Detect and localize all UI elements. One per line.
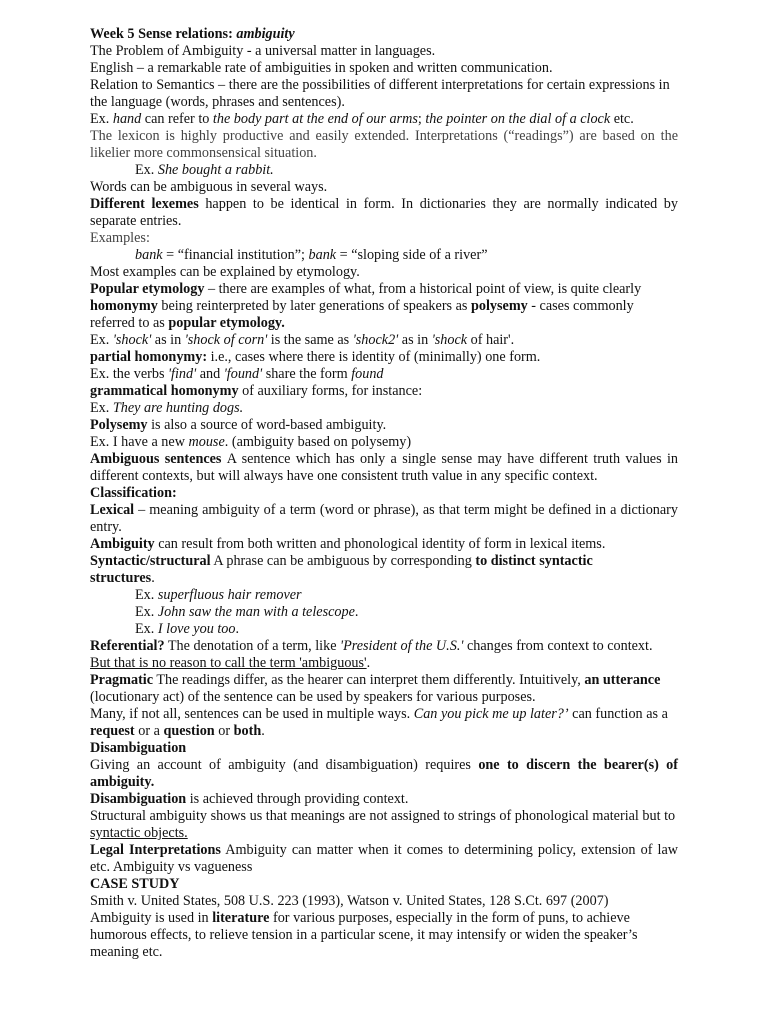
example-love: Ex. I love you too. xyxy=(135,621,240,637)
heading-case-study: CASE STUDY xyxy=(90,876,180,892)
paragraph-polysemy: Polysemy is also a source of word-based ambiguity. xyxy=(90,417,387,433)
paragraph-syntactic: Syntactic/structural A phrase can be ambiguous by corresponding to distinct syntactic structures. xyxy=(90,553,593,586)
example-verbs: Ex. the verbs 'find' and 'found' share the form found xyxy=(90,366,384,382)
paragraph-legal: Legal Interpretations Ambiguity can matter when it comes to determining policy, extension of law etc. Ambiguity vs vagueness xyxy=(90,842,678,875)
paragraph-pragmatic: Pragmatic The readings differ, as the hearer can interpret them differently. Intuitively, an utterance (locutionary act) of the sentence can be used by speakers for various purposes. xyxy=(90,672,661,705)
example-rabbit: Ex. She bought a rabbit. xyxy=(135,162,274,178)
paragraph-grammatical-homonymy: grammatical homonymy of auxiliary forms, for instance: xyxy=(90,383,423,399)
paragraph-disambiguation-context: Disambiguation is achieved through providing context. xyxy=(90,791,409,807)
example-telescope: Ex. John saw the man with a telescope. xyxy=(135,604,359,620)
paragraph-problem: The Problem of Ambiguity - a universal matter in languages. xyxy=(90,43,436,59)
paragraph-cases: Smith v. United States, 508 U.S. 223 (1993), Watson v. United States, 128 S.Ct. 697 (2007) xyxy=(90,893,609,909)
paragraph-giving-account: Giving an account of ambiguity (and disambiguation) requires one to discern the bearer(s) of ambiguity. xyxy=(90,757,678,790)
paragraph-words-ambiguous: Words can be ambiguous in several ways. xyxy=(90,179,328,195)
example-hand: Ex. hand can refer to the body part at the end of our arms; the pointer on the dial of a clock etc. xyxy=(90,111,634,127)
paragraph-different-lexemes: Different lexemes happen to be identical in form. In dictionaries they are normally indicated by separate entries. xyxy=(90,196,678,229)
paragraph-lexical: Lexical – meaning ambiguity of a term (word or phrase), as that term might be defined in a dictionary entry. xyxy=(90,502,678,535)
paragraph-lexicon: The lexicon is highly productive and easily extended. Interpretations (“readings”) are based on the likelier more commonsensical situation. xyxy=(90,128,678,161)
paragraph-popular-etymology: Popular etymology – there are examples of what, from a historical point of view, is quite clearly homonymy being reinterpreted by later generations of speakers as polysemy - cases commonly referred to as popular etymology. xyxy=(90,281,642,331)
example-shock: Ex. 'shock' as in 'shock of corn' is the same as 'shock2' as in 'shock of hair'. xyxy=(90,332,515,348)
examples-label: Examples: xyxy=(90,230,150,246)
paragraph-referential: Referential? The denotation of a term, like 'President of the U.S.' changes from context to context. But that is no reason to call the term 'ambiguous'. xyxy=(90,638,653,671)
heading-classification: Classification: xyxy=(90,485,177,501)
example-dogs: Ex. They are hunting dogs. xyxy=(90,400,244,416)
paragraph-literature: Ambiguity is used in literature for various purposes, especially in the form of puns, to achieve humorous effects, to relieve tension in a particular scene, it may intensify or widen the speaker’s meaning etc. xyxy=(90,910,638,960)
paragraph-partial-homonymy: partial homonymy: i.e., cases where there is identity of (minimally) one form. xyxy=(90,349,541,365)
paragraph-ambiguous-sentences: Ambiguous sentences A sentence which has only a single sense may have different truth values in different contexts, but will always have one consistent truth value in any specific context. xyxy=(90,451,678,484)
document-body xyxy=(90,26,678,961)
page-title: Week 5 Sense relations: ambiguity xyxy=(90,26,295,42)
paragraph-english: English – a remarkable rate of ambiguities in spoken and written communication. xyxy=(90,60,553,76)
example-bank: bank = “financial institution”; bank = “sloping side of a river” xyxy=(135,247,488,263)
paragraph-semantics: Relation to Semantics – there are the possibilities of different interpretations for certain expressions in the language (words, phrases and sentences). xyxy=(90,77,670,110)
paragraph-etymology: Most examples can be explained by etymology. xyxy=(90,264,360,280)
paragraph-many: Many, if not all, sentences can be used in multiple ways. Can you pick me up later?’ can function as a request or a question or both. xyxy=(90,706,668,739)
paragraph-structural: Structural ambiguity shows us that meanings are not assigned to strings of phonological material but to syntactic objects. xyxy=(90,808,676,841)
heading-disambiguation: Disambiguation xyxy=(90,740,187,756)
example-hair-remover: Ex. superfluous hair remover xyxy=(135,587,302,603)
example-mouse: Ex. I have a new mouse. (ambiguity based on polysemy) xyxy=(90,434,412,450)
paragraph-ambiguity-result: Ambiguity can result from both written and phonological identity of form in lexical items. xyxy=(90,536,606,552)
